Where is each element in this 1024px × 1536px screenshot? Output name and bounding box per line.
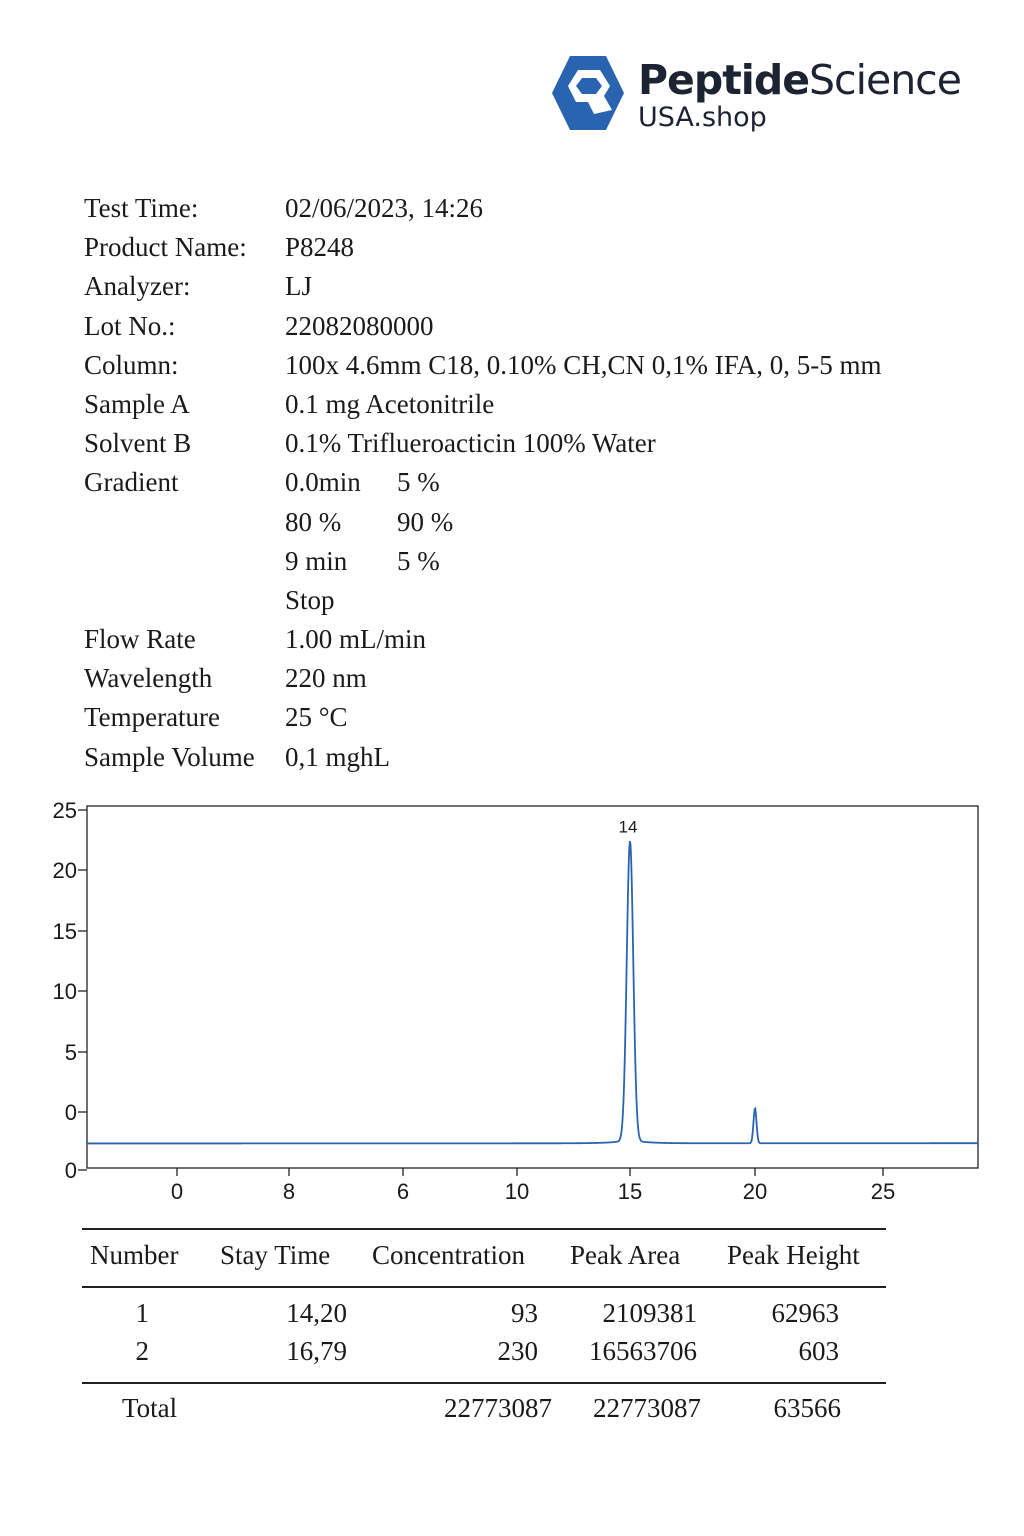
info-label: Sample A (84, 388, 190, 419)
table-cell-concentration: 93 (511, 1298, 538, 1328)
table-top-rule (82, 1228, 886, 1230)
table-total-label: Total (122, 1393, 178, 1423)
info-label: Solvent B (84, 428, 192, 459)
info-label: Test Time: (84, 193, 199, 223)
info-value: 0.0min 5 % (285, 467, 440, 498)
table-header: Stay Time (220, 1240, 331, 1270)
table-cell-peak-height: 603 (798, 1336, 839, 1366)
info-label: Product Name: (84, 232, 247, 263)
info-value: LJ (285, 271, 312, 302)
table-total-concentration: 22773087 (444, 1393, 552, 1423)
info-value: 25 °C (285, 702, 348, 733)
y-tick-label: 0 (64, 1158, 77, 1183)
info-value: 220 nm (285, 663, 367, 694)
info-value: 9 min 5 % (285, 545, 440, 576)
info-label: Temperature (84, 702, 221, 733)
y-tick-label: 20 (52, 858, 77, 883)
y-tick-label: 10 (52, 979, 77, 1004)
table-total-peak-height: 63566 (773, 1393, 841, 1423)
info-value: 80 % 90 % (285, 506, 454, 537)
y-tick-label: 0 (64, 1100, 77, 1125)
info-value-secondary: 5 % (397, 545, 440, 576)
table-cell-number: 2 (135, 1336, 149, 1366)
table-header: Concentration (372, 1240, 525, 1270)
table-cell-number: 1 (135, 1298, 149, 1328)
x-tick-label: 10 (504, 1179, 530, 1204)
info-label: Gradient (84, 467, 179, 498)
x-tick-label: 20 (742, 1179, 768, 1204)
x-tick-label: 6 (396, 1179, 410, 1204)
table-cell-stay-time: 16,79 (286, 1336, 347, 1366)
table-header: Number (90, 1240, 179, 1270)
info-value: P8248 (285, 232, 355, 263)
table-cell-concentration: 230 (497, 1336, 538, 1366)
x-tick-label: 15 (617, 1179, 643, 1204)
info-value: 0.1 mg Acetonitrile (285, 388, 495, 419)
table-total-peak-area: 22773087 (593, 1393, 701, 1423)
table-total-rule (82, 1382, 886, 1384)
peak-label: 14 (618, 817, 638, 837)
y-tick-label: 15 (52, 919, 77, 944)
x-tick-label: 8 (282, 1179, 296, 1204)
info-value: 02/06/2023, 14:26 (285, 193, 484, 223)
y-tick-label: 25 (52, 798, 77, 823)
hexagon-logo-icon (548, 52, 628, 134)
info-label: Sample Volume (84, 741, 255, 772)
table-cell-stay-time: 14,20 (286, 1298, 347, 1328)
info-label: Wavelength (84, 663, 213, 694)
brand-logo (548, 52, 988, 142)
table-header: Peak Height (727, 1240, 860, 1270)
chromatogram-chart (0, 790, 1024, 1210)
info-label: Analyzer: (84, 271, 191, 302)
info-value: Stop (285, 584, 335, 615)
x-tick-label: 0 (170, 1179, 184, 1204)
info-label: Lot No.: (84, 310, 176, 341)
info-value-secondary: 5 % (397, 467, 440, 498)
info-value: 0,1 mghL (285, 741, 390, 772)
table-header: Peak Area (570, 1240, 681, 1270)
info-value: 1.00 mL/min (285, 624, 426, 655)
table-cell-peak-area: 16563706 (589, 1336, 697, 1366)
x-tick-label: 25 (870, 1179, 896, 1204)
chromatogram-trace (87, 841, 978, 1143)
info-label: Flow Rate (84, 624, 196, 655)
brand-name: PeptideScience (638, 56, 961, 104)
table-header-rule (82, 1286, 886, 1288)
info-label: Column: (84, 349, 179, 380)
info-value: 0.1% Triflueroacticin 100% Water (285, 428, 656, 459)
info-value: 100x 4.6mm C18, 0.10% CH,CN 0,1% IFA, 0, 5-5 mm (285, 349, 882, 380)
brand-subtitle: USA.shop (638, 102, 767, 133)
table-cell-peak-height: 62963 (771, 1298, 839, 1328)
plot-frame (87, 806, 978, 1168)
y-tick-label: 5 (64, 1040, 77, 1065)
info-value-secondary: 90 % (397, 506, 454, 537)
info-value: 22082080000 (285, 310, 434, 341)
table-cell-peak-area: 2109381 (602, 1298, 697, 1328)
